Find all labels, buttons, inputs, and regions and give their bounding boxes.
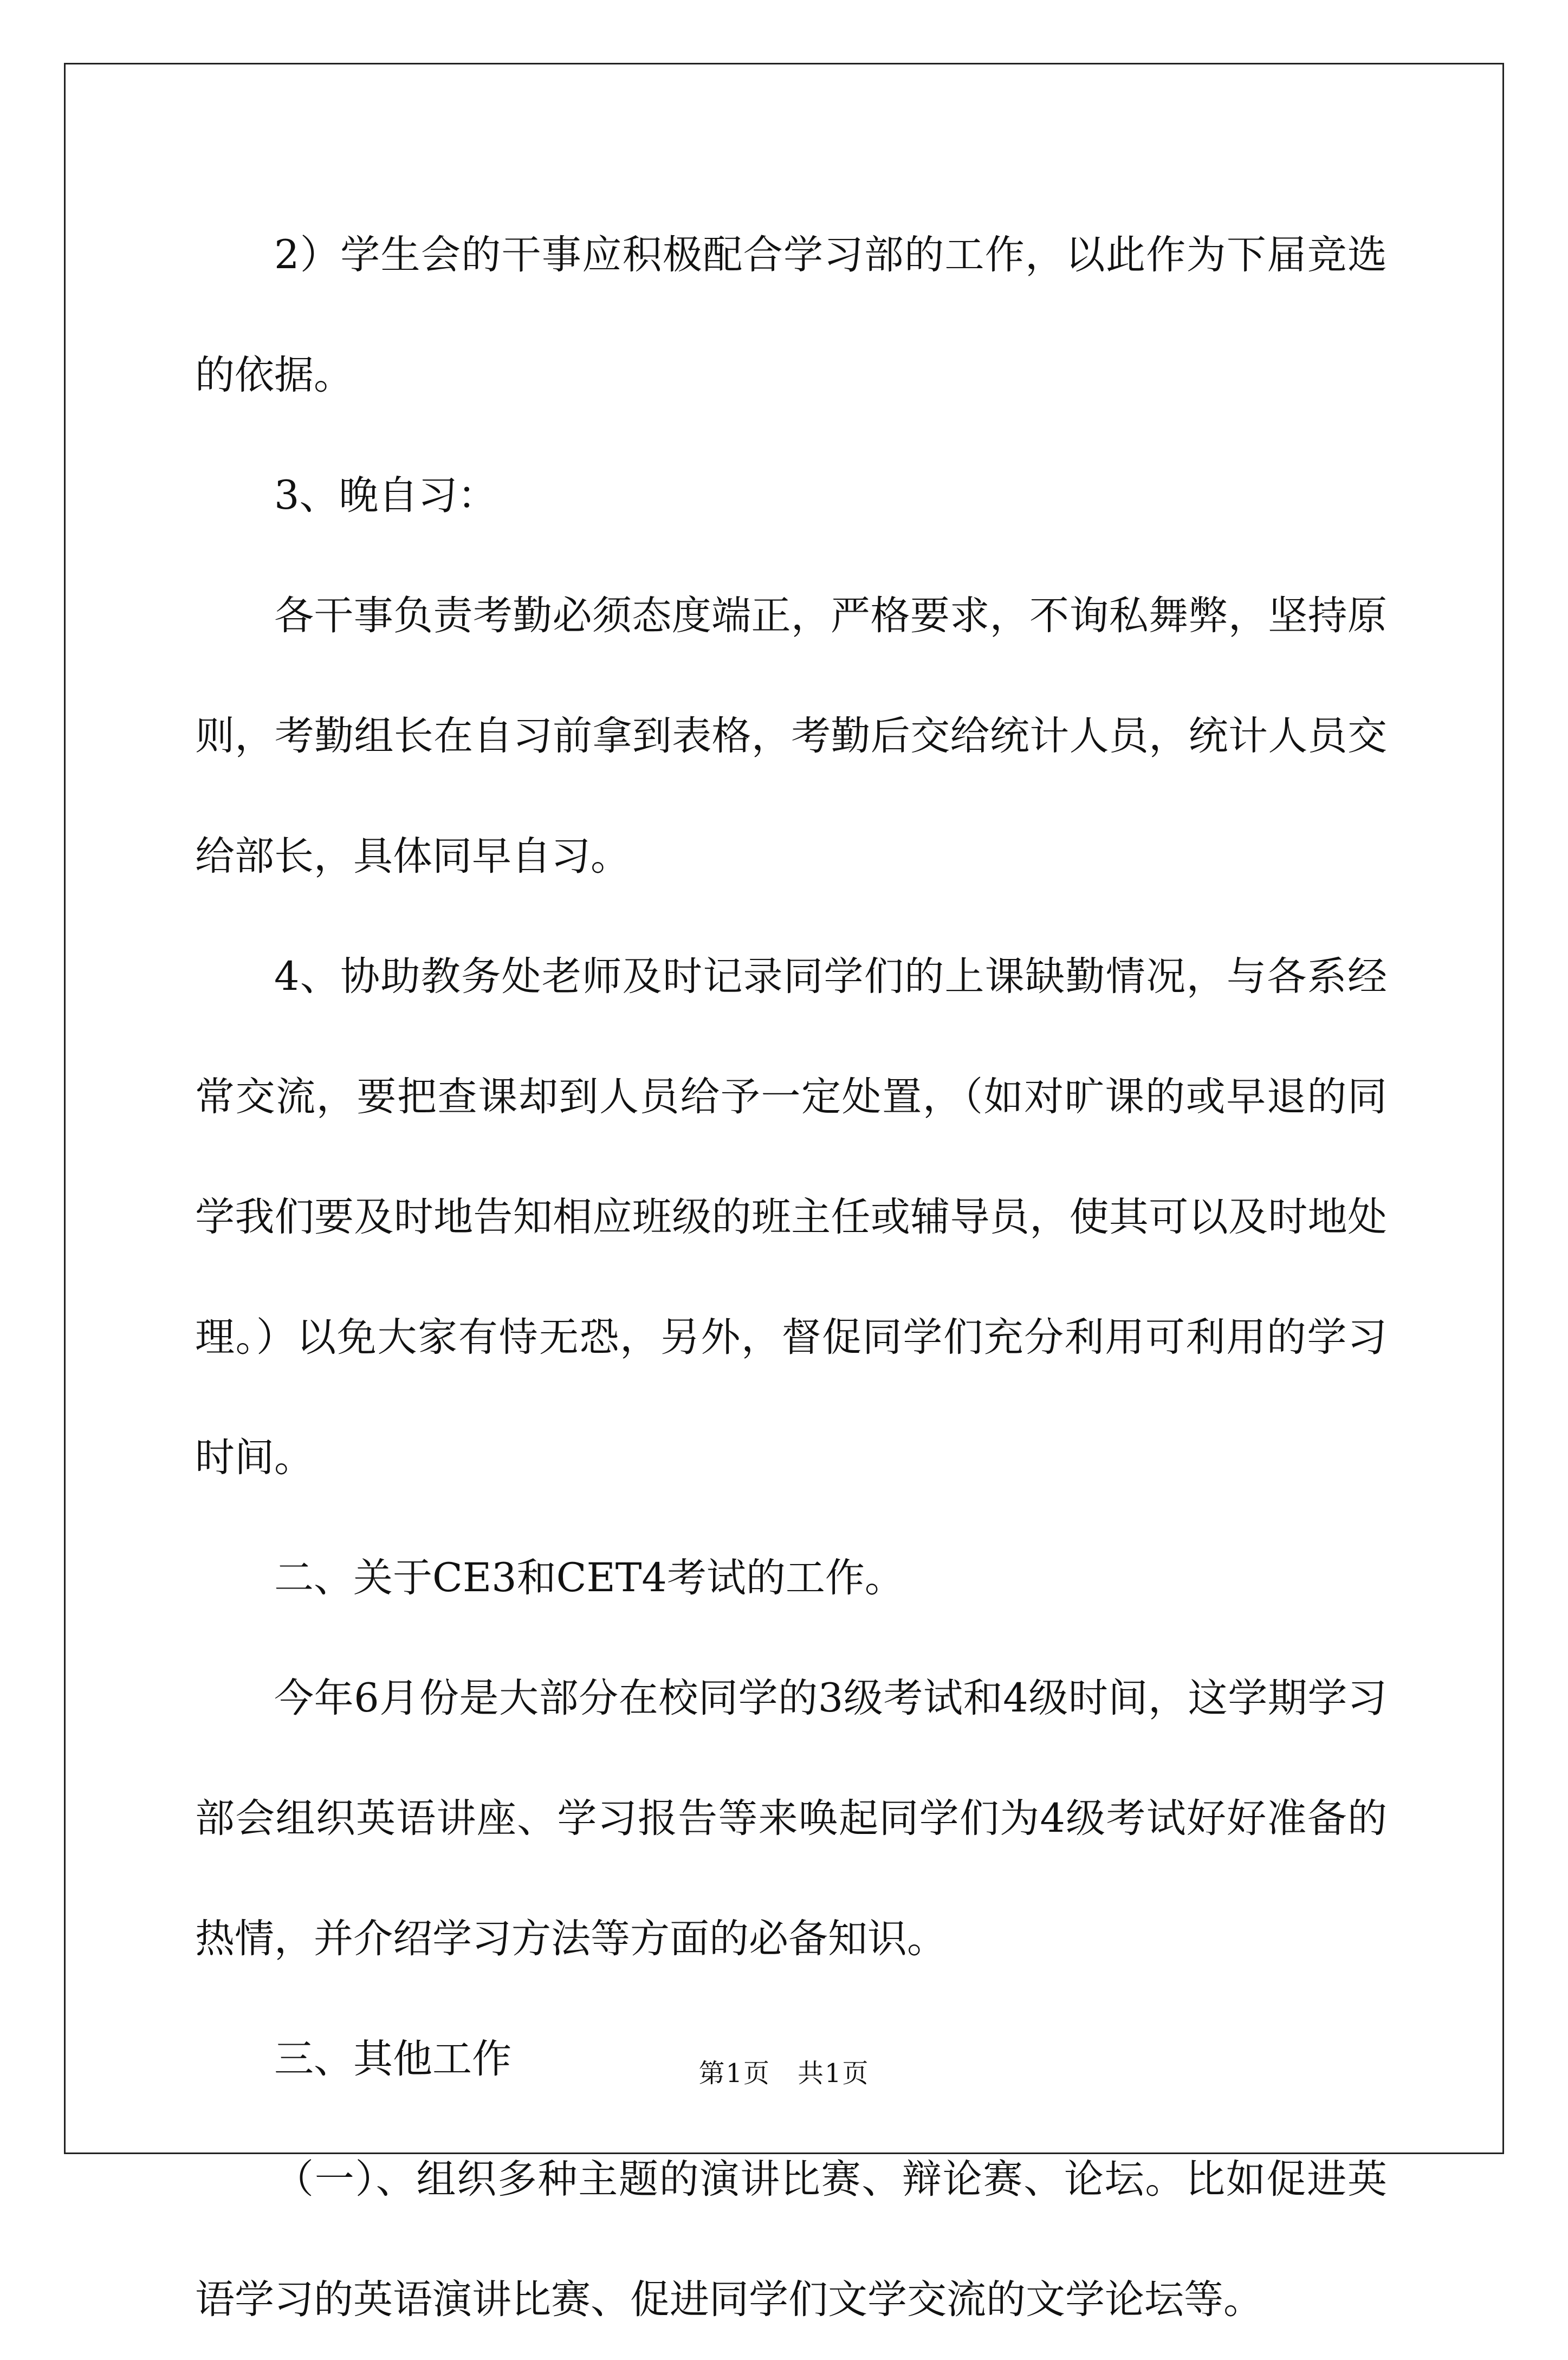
paragraph-2: 3、晚自习： xyxy=(274,472,497,518)
paragraph-6: 今年6月份是大部分在校同学的3级考试和4级时间，这学期学习部会组织英语讲座、学习报告等来唤起同学们为4级考试好好准备的热情，并介绍学习方法等方面的必备知识。 xyxy=(195,1675,1387,1962)
paragraph-4: 4、协助教务处老师及时记录同学们的上课缺勤情况，与各系经常交流，要把查课却到人员给予一定处置，（如对旷课的或早退的同学我们要及时地告知相应班级的班主任或辅导员，使其可以及时地处理。）以免大家有恃无恐，另外，督促同学们充分利用可利用的学习时间。 xyxy=(195,954,1387,1481)
paragraph-1: 2）学生会的干事应积极配合学习部的工作，以此作为下届竞选的依据。 xyxy=(195,232,1387,398)
paragraph-5: 二、关于CE3和CET4考试的工作。 xyxy=(274,1555,904,1601)
page-footer xyxy=(0,2052,1568,2090)
page-number: 第1页 共1页 xyxy=(698,2058,870,2089)
paragraph-8: （一）、组织多种主题的演讲比赛、辩论赛、论坛。比如促进英语学习的英语演讲比赛、促进同学们文学交流的文学论坛等。 xyxy=(195,2156,1387,2323)
paragraph-3: 各干事负责考勤必须态度端正，严格要求，不询私舞弊，坚持原则，考勤组长在自习前拿到表格，考勤后交给统计人员，统计人员交给部长，具体同早自习。 xyxy=(195,593,1387,879)
paragraph-7: 三、其他工作 xyxy=(274,2036,511,2082)
document-body xyxy=(195,195,1387,2360)
